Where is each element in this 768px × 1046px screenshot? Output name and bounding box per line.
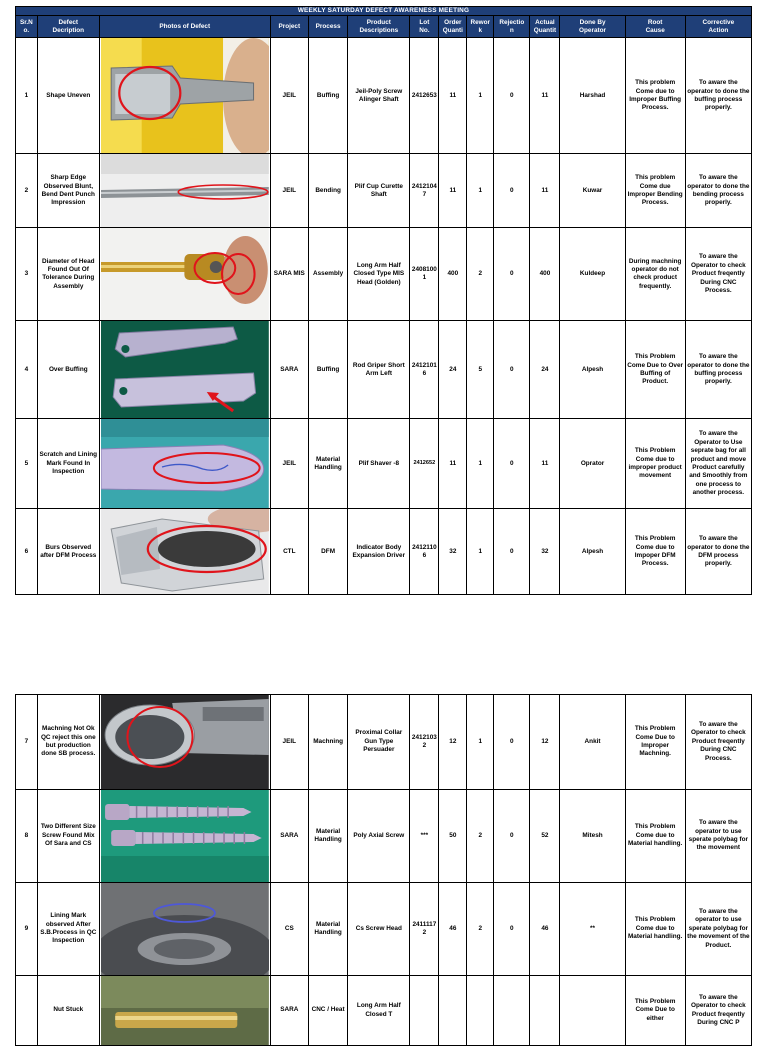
actual-quantity: 11 bbox=[530, 419, 560, 509]
done-by-operator: Alpesh bbox=[560, 321, 625, 419]
product-description: Long Arm Half Closed T bbox=[348, 976, 410, 1046]
process: DFM bbox=[308, 509, 347, 595]
project: CTL bbox=[270, 509, 308, 595]
defect-table-page1 bbox=[15, 6, 752, 595]
done-by-operator: Mitesh bbox=[560, 790, 625, 883]
actual-quantity: 12 bbox=[530, 695, 560, 790]
header-order-qty: Order Quanti bbox=[439, 16, 467, 38]
table-row bbox=[16, 883, 752, 976]
corrective-action: To aware the Operator to Use seprate bag for all product and move Product carefully and Smoothly from one process to another process. bbox=[685, 419, 751, 509]
actual-quantity: 46 bbox=[530, 883, 560, 976]
project: JEIL bbox=[270, 38, 308, 154]
rejection bbox=[494, 976, 530, 1046]
project: SARA MIS bbox=[270, 228, 308, 321]
root-cause: This Problem Come Due to Over Buffing of Product. bbox=[625, 321, 685, 419]
corrective-action: To aware the operator to use sperate polybag for the movement bbox=[685, 790, 751, 883]
project: JEIL bbox=[270, 419, 308, 509]
rejection: 0 bbox=[494, 228, 530, 321]
corrective-action: To aware the Operator to check Product freqently During CNC Process. bbox=[685, 695, 751, 790]
lot-no bbox=[410, 976, 439, 1046]
defect-description: Shape Uneven bbox=[37, 38, 99, 154]
corrective-action: To aware the operator to use sperate polybag for the movement of the Product. bbox=[685, 883, 751, 976]
actual-quantity: 32 bbox=[530, 509, 560, 595]
product-description: Jeil-Poly Screw Alinger Shaft bbox=[348, 38, 410, 154]
header-project: Project bbox=[270, 16, 308, 38]
actual-quantity bbox=[530, 976, 560, 1046]
project: CS bbox=[270, 883, 308, 976]
sr-no: 1 bbox=[16, 38, 38, 154]
product-description: Proximal Collar Gun Type Persuader bbox=[348, 695, 410, 790]
header-product: Product Descriptions bbox=[348, 16, 410, 38]
defect-table-page2 bbox=[15, 694, 752, 1046]
defect-photo bbox=[99, 509, 270, 595]
sr-no: 4 bbox=[16, 321, 38, 419]
order-quantity bbox=[439, 976, 467, 1046]
process: Bending bbox=[308, 154, 347, 228]
done-by-operator: Kuldeep bbox=[560, 228, 625, 321]
process: Assembly bbox=[308, 228, 347, 321]
project: SARA bbox=[270, 976, 308, 1046]
rework: 1 bbox=[467, 695, 494, 790]
root-cause: This problem Come due Improper Bending Process. bbox=[625, 154, 685, 228]
defect-description: Scratch and Lining Mark Found In Inspection bbox=[37, 419, 99, 509]
order-quantity: 12 bbox=[439, 695, 467, 790]
actual-quantity: 24 bbox=[530, 321, 560, 419]
lot-no: 2412652 bbox=[410, 419, 439, 509]
rejection: 0 bbox=[494, 509, 530, 595]
defect-description: Over Buffing bbox=[37, 321, 99, 419]
header-photos: Photos of Defect bbox=[99, 16, 270, 38]
project: JEIL bbox=[270, 695, 308, 790]
actual-quantity: 11 bbox=[530, 38, 560, 154]
header-corrective-action: Corrective Action bbox=[685, 16, 751, 38]
project: SARA bbox=[270, 790, 308, 883]
table-row bbox=[16, 228, 752, 321]
rejection: 0 bbox=[494, 419, 530, 509]
header-done-by: Done By Operator bbox=[560, 16, 625, 38]
sr-no: 9 bbox=[16, 883, 38, 976]
sr-no bbox=[16, 976, 38, 1046]
sr-no: 2 bbox=[16, 154, 38, 228]
sr-no: 3 bbox=[16, 228, 38, 321]
root-cause: This Problem Come due to improper product movement bbox=[625, 419, 685, 509]
root-cause: This Problem Come Due to Improper Machning. bbox=[625, 695, 685, 790]
order-quantity: 50 bbox=[439, 790, 467, 883]
header-actual-qty: Actual Quantit bbox=[530, 16, 560, 38]
rework: 1 bbox=[467, 154, 494, 228]
order-quantity: 32 bbox=[439, 509, 467, 595]
process: Material Handling bbox=[308, 790, 347, 883]
defect-description: Machning Not Ok QC reject this one but production done SB process. bbox=[37, 695, 99, 790]
done-by-operator: Alpesh bbox=[560, 509, 625, 595]
table-title: WEEKLY SATURDAY DEFECT AWARENESS MEETING bbox=[16, 7, 752, 16]
header-rework: Rewor k bbox=[467, 16, 494, 38]
rework: 2 bbox=[467, 790, 494, 883]
product-description: Poly Axial Screw bbox=[348, 790, 410, 883]
header-root-cause: Root Cause bbox=[625, 16, 685, 38]
defect-description: Lining Mark observed After S.B.Process in QC Inspection bbox=[37, 883, 99, 976]
lot-no: 24111172 bbox=[410, 883, 439, 976]
root-cause: This problem Come due to Improper Buffing Process. bbox=[625, 38, 685, 154]
process: Buffing bbox=[308, 321, 347, 419]
sr-no: 5 bbox=[16, 419, 38, 509]
sr-no: 6 bbox=[16, 509, 38, 595]
done-by-operator: Kuwar bbox=[560, 154, 625, 228]
table-row bbox=[16, 695, 752, 790]
sr-no: 8 bbox=[16, 790, 38, 883]
defect-photo bbox=[99, 228, 270, 321]
lot-no: 24081001 bbox=[410, 228, 439, 321]
done-by-operator: ** bbox=[560, 883, 625, 976]
product-description: Cs Screw Head bbox=[348, 883, 410, 976]
root-cause: During machning operator do not check product frequently. bbox=[625, 228, 685, 321]
rejection: 0 bbox=[494, 790, 530, 883]
title-row bbox=[16, 7, 752, 16]
header-rejection: Rejectio n bbox=[494, 16, 530, 38]
header-row bbox=[16, 16, 752, 38]
rejection: 0 bbox=[494, 695, 530, 790]
defect-description: Diameter of Head Found Out Of Tolerance During Assembly bbox=[37, 228, 99, 321]
done-by-operator bbox=[560, 976, 625, 1046]
defect-photo bbox=[99, 695, 270, 790]
lot-no: 24121016 bbox=[410, 321, 439, 419]
table-row bbox=[16, 976, 752, 1046]
actual-quantity: 11 bbox=[530, 154, 560, 228]
rework: 1 bbox=[467, 38, 494, 154]
process: Buffing bbox=[308, 38, 347, 154]
header-sr-no: Sr.N o. bbox=[16, 16, 38, 38]
lot-no: *** bbox=[410, 790, 439, 883]
project: SARA bbox=[270, 321, 308, 419]
defect-description: Burs Observed after DFM Process bbox=[37, 509, 99, 595]
defect-description: Sharp Edge Observed Blunt, Bend Dent Punch Impression bbox=[37, 154, 99, 228]
product-description: Plif Cup Curette Shaft bbox=[348, 154, 410, 228]
table-row bbox=[16, 154, 752, 228]
product-description: Long Arm Half Closed Type MIS Head (Golden) bbox=[348, 228, 410, 321]
rejection: 0 bbox=[494, 38, 530, 154]
lot-no: 24121032 bbox=[410, 695, 439, 790]
table-row bbox=[16, 790, 752, 883]
defect-description: Two Different Size Screw Found Mix Of Sara and CS bbox=[37, 790, 99, 883]
header-process: Process bbox=[308, 16, 347, 38]
lot-no: 24121106 bbox=[410, 509, 439, 595]
table-row bbox=[16, 321, 752, 419]
rework: 2 bbox=[467, 883, 494, 976]
rework: 1 bbox=[467, 419, 494, 509]
defect-photo bbox=[99, 419, 270, 509]
rejection: 0 bbox=[494, 883, 530, 976]
order-quantity: 46 bbox=[439, 883, 467, 976]
root-cause: This Problem Come Due to either bbox=[625, 976, 685, 1046]
process: CNC / Heat bbox=[308, 976, 347, 1046]
defect-photo bbox=[99, 976, 270, 1046]
order-quantity: 11 bbox=[439, 419, 467, 509]
lot-no: 24121047 bbox=[410, 154, 439, 228]
rework: 5 bbox=[467, 321, 494, 419]
defect-photo bbox=[99, 321, 270, 419]
order-quantity: 11 bbox=[439, 154, 467, 228]
product-description: Rod Griper Short Arm Left bbox=[348, 321, 410, 419]
rejection: 0 bbox=[494, 321, 530, 419]
corrective-action: To aware the operator to done the DFM process properly. bbox=[685, 509, 751, 595]
corrective-action: To aware the operator to done the bending process properly. bbox=[685, 154, 751, 228]
defect-photo bbox=[99, 790, 270, 883]
lot-no: 2412653 bbox=[410, 38, 439, 154]
sr-no: 7 bbox=[16, 695, 38, 790]
table-row bbox=[16, 509, 752, 595]
root-cause: This Problem Come due to Impoper DFM Process. bbox=[625, 509, 685, 595]
order-quantity: 24 bbox=[439, 321, 467, 419]
product-description: Indicator Body Expansion Driver bbox=[348, 509, 410, 595]
defect-photo bbox=[99, 154, 270, 228]
done-by-operator: Harshad bbox=[560, 38, 625, 154]
order-quantity: 400 bbox=[439, 228, 467, 321]
defect-photo bbox=[99, 38, 270, 154]
actual-quantity: 400 bbox=[530, 228, 560, 321]
root-cause: This Problem Come due to Material handling. bbox=[625, 790, 685, 883]
header-lot: Lot No. bbox=[410, 16, 439, 38]
product-description: Plif Shaver -8 bbox=[348, 419, 410, 509]
corrective-action: To aware the Operator to check Product freqently During CNC Process. bbox=[685, 228, 751, 321]
root-cause: This Problem Come due to Material handling. bbox=[625, 883, 685, 976]
process: Machning bbox=[308, 695, 347, 790]
table-row bbox=[16, 38, 752, 154]
actual-quantity: 52 bbox=[530, 790, 560, 883]
rejection: 0 bbox=[494, 154, 530, 228]
table-row bbox=[16, 419, 752, 509]
defect-description: Nut Stuck bbox=[37, 976, 99, 1046]
corrective-action: To aware the Operator to check Product freqently During CNC P bbox=[685, 976, 751, 1046]
done-by-operator: Ankit bbox=[560, 695, 625, 790]
order-quantity: 11 bbox=[439, 38, 467, 154]
rework bbox=[467, 976, 494, 1046]
corrective-action: To aware the operator to done the buffing process properly. bbox=[685, 321, 751, 419]
done-by-operator: Oprator bbox=[560, 419, 625, 509]
process: Material Handling bbox=[308, 419, 347, 509]
corrective-action: To aware the operator to done the buffing process properly. bbox=[685, 38, 751, 154]
header-defect: Defect Decription bbox=[37, 16, 99, 38]
rework: 1 bbox=[467, 509, 494, 595]
process: Material Handling bbox=[308, 883, 347, 976]
rework: 2 bbox=[467, 228, 494, 321]
defect-photo bbox=[99, 883, 270, 976]
project: JEIL bbox=[270, 154, 308, 228]
